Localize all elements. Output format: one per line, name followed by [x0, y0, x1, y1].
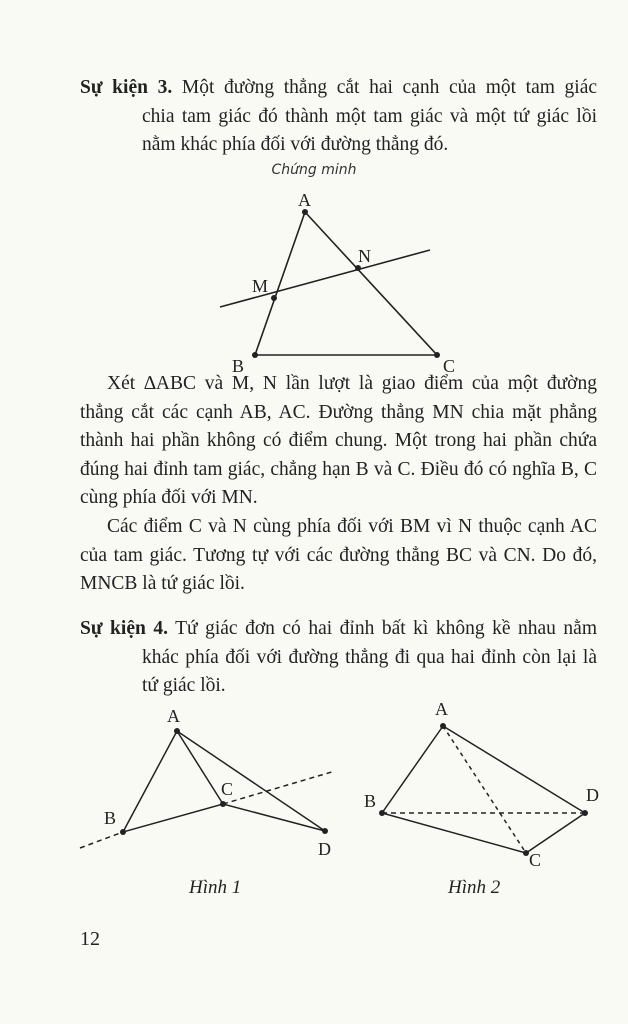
paragraph: Các điểm C và N cùng phía đối với BM vì N thuộc cạnh AC của tam giác. Tương tự với các đường thẳng BC và CN. Do đó, MNCB là tứ giác lồi. — [80, 516, 597, 594]
hinh2-label-c: C — [529, 850, 542, 870]
hinh1-caption: Hình 1 — [189, 877, 242, 898]
fact-4 — [80, 615, 597, 701]
paragraph: Xét ∆ABC và M, N lần lượt là giao điểm của một đường thẳng cắt các cạnh AB, AC. Đường thẳng MN chia mặt phẳng thành hai phần không có điểm chung. Một trong hai phần chứa đúng hai đỉnh tam giác, chẳng hạn B và C. Điều đó có nghĩa B, C cùng phía đối với MN. — [80, 373, 597, 508]
hinh1-label-b: B — [104, 808, 117, 828]
hinh2-label-d: D — [586, 785, 599, 805]
hinh2-caption: Hình 2 — [448, 877, 501, 898]
proof-paragraph-1 — [80, 370, 597, 513]
label-a: A — [298, 190, 311, 210]
label-m: M — [252, 276, 269, 296]
proof-title: Chứng minh — [271, 162, 357, 178]
figure-hinh-1 — [80, 731, 335, 848]
fact-4-text: Tứ giác đơn có hai đỉnh bất kì không kề nhau nằm — [175, 618, 597, 639]
figure-hinh-2 — [382, 726, 585, 853]
fact-3-rest: chia tam giác đó thành một tam giác và một tứ giác lồi nằm khác phía đối với đường thẳng đó. — [142, 105, 597, 155]
fact-4-rest: khác phía đối với đường thẳng đi qua hai đỉnh còn lại là tứ giác lồi. — [142, 646, 597, 696]
label-n: N — [358, 246, 371, 266]
fact-3-text: Một đường thẳng cắt hai cạnh của một tam giác — [181, 77, 598, 98]
fact-3-label: Sự kiện 3. — [80, 77, 173, 98]
fact-4-label: Sự kiện 4. — [80, 618, 168, 639]
hinh2-label-b: B — [364, 791, 377, 811]
hinh1-label-a: A — [167, 706, 180, 726]
hinh2-label-a: A — [435, 699, 448, 719]
fact-4-first-line — [80, 615, 597, 644]
proof-paragraph-2 — [80, 513, 597, 599]
hinh1-label-c: C — [221, 779, 234, 799]
triangle-abc — [255, 212, 437, 355]
page-number: 12 — [80, 928, 100, 950]
hinh1-label-d: D — [318, 839, 331, 859]
label-c: C — [443, 356, 456, 376]
label-b: B — [232, 356, 245, 376]
